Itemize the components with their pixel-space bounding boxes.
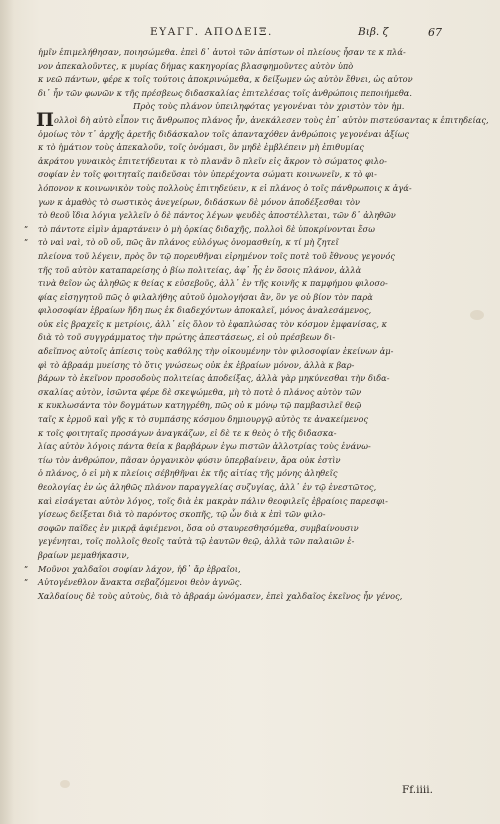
text-line [38, 331, 468, 345]
line-text: γίσεως δείξεται διὰ τὸ παρόντος σκοπῆς, τῷ ὧν διὰ κ ἐπὶ τῶν φιλο- [38, 509, 326, 520]
text-line [38, 549, 468, 563]
line-text: σοφῶν παῖδες ἐν μικρᾷ ἀφιέμενοι, ὅσα οὐ σταυρεσθησόμεθα, συμβαίνουσιν [38, 522, 359, 533]
text-line [38, 87, 468, 101]
line-text: ὁ πλάνος, ὁ εἰ μὴ κ πλείοις σέβηθῆναι ἐκ τῆς αἰτίας τῆς μόνης ἀληθεῖς [38, 468, 338, 479]
text-line [38, 467, 468, 481]
paper-stain [60, 780, 70, 788]
quoted-line [24, 563, 468, 577]
text-line [38, 182, 468, 196]
catchword-signature: Ff.iiii. [402, 784, 433, 796]
line-text: ὁμοίως τὸν τ᾽ ἀρχῆς ἀρετῆς διδάσκαλον τοῖς ἀπανταχόθεν ἀνθρώποις γεγονέναι ἀξίως [38, 128, 410, 139]
line-text: δι᾽ ἦν τῶν φωνῶν κ τῆς πρέσβεως διδασκαλίας ἐπιτελέσας τοῖς ἀνθρώποις πεποιήμεθα. [38, 87, 413, 98]
text-line [38, 495, 468, 509]
line-text: Χαλδαίους δὲ τοὺς αὐτοὺς, διὰ τὸ ἀβραάμ ὠνόμασεν, ἐπεὶ χαλδαῖος ἐκεῖνος ἦν γένος, [38, 590, 403, 601]
text-line [38, 399, 468, 413]
line-text: κ νεῶ πάντων, φέρε κ τοῖς τούτοις ἀποκρινώμεθα, κ δείξωμεν ὡς αὐτὸν ἔθνει, ὡς αὐτον [38, 74, 413, 85]
line-text: αδεῖπνος αὐτοῖς ἀπίεσις τοὺς καθόλης τὴν οἰκουμένην τὸν φιλοσοφίαν ἐκείνων ἀμ- [38, 346, 394, 357]
text-line [38, 454, 468, 468]
line-text: τινὰ θεῖον ὡς ἀληθῶς κ θείας κ εὐσεβοῦς, ἀλλ᾽ ἐν τῆς κοινῆς κ παμφήμου φιλοσο- [38, 278, 388, 289]
text-line [38, 73, 468, 87]
text-line [38, 318, 468, 332]
line-text: ολλοὶ δὴ αὐτὸ εἶπον τις ἄνθρωπος πλάνος ἦν, ἀνεκάλεσεν τοὺς ἐπ᾽ αὐτὸν πιστεύσαντας κ ἐπιτηδείας, [54, 114, 489, 125]
line-text: σκαλίας αὐτὸν, ἰσῶντα φέρε δὲ σκεψώμεθα, μὴ τὸ ποτὲ ὁ πλάνος αὐτὸν τῶν [38, 386, 362, 397]
text-line [38, 155, 468, 169]
line-text: κ τοῖς φοιτηταῖς προσάγων ἀναγκάζων, εἰ δὲ τε κ θεὸς ὁ τῆς διδασκα- [38, 427, 337, 438]
line-text: τῆς τοῦ αὐτὸν καταπαρείσης ὁ βίω πολιτείας, ἀφ᾽ ἧς ἐν ὅσοις πλάνον, ἀλλὰ [38, 264, 362, 275]
quotation-mark: ” [24, 578, 29, 588]
text-line [38, 264, 468, 278]
text-line [38, 535, 468, 549]
opening-line [36, 108, 489, 131]
line-text: λίας αὐτὸν λόγοις πάντα θεία κ βαρβάρων ἐγω πιστῶν ἀλλοτρίας τοὺς ἐνάνω- [38, 441, 371, 452]
text-line [38, 413, 468, 427]
text-block [24, 46, 489, 603]
line-text: σοφίαν ἐν τοῖς φοιτηταῖς παιδεῦσαι τὸν ὑπερέχοντα σώματι κοινωνεῖν, κ τὸ φι- [38, 169, 377, 180]
initial-capital: Π [36, 108, 54, 131]
text-line [38, 304, 468, 318]
line-text: θεολογίας ἐν ὡς ἀληθῶς πλάνον παραγγελίας συζυγίας, ἀλλ᾽ ἐν τῷ ἐνεστῶτος, [38, 482, 377, 492]
line-text: βάρων τὸ ἐκεῖνον προσοδοὺς πολιτείας ἀποδείξας, ἀλλὰ γὰρ μηκύνεσθαι τὴν διδα- [38, 373, 390, 384]
line-text: οὐκ εἰς βραχεῖς κ μετρίοις, ἀλλ᾽ εἰς ὅλον τὸ ἐφαπλώσας τὸν κόσμον ἐμφανίσας, κ [38, 318, 388, 329]
text-line [38, 427, 468, 441]
line-text: κ κυκλωσάντα τὸν δογμάτων κατηγρέθη, πῶς οὐ κ μόνῳ τῷ παμβασιλεῖ θεῷ [38, 400, 362, 411]
text-line [38, 590, 468, 604]
text-line [38, 46, 468, 60]
line-text: λόπονον κ κοινωνικὸν τοὺς πολλοὺς ἐπιτηδεύειν, κ εἰ πλάνος ὁ τοῖς πάνθρωποις κ ἀγά- [38, 182, 412, 193]
line-text: τὸ θεοῦ ἴδια λόγια γελλεῖν ὁ δὲ πάντος λέγων ψευδὲς ἀποστέλλεται, τῶν δ᾽ ἀληθῶν [38, 210, 396, 221]
line-text: ἡμῖν ἐπιμελήθησαν, ποιησώμεθα. ἐπεὶ δ᾽ ἀυτοὶ τῶν ἀπίστων οἱ πλείους ἦσαν τε κ πλά- [38, 47, 406, 57]
quotation-mark: ” [24, 238, 29, 248]
section-heading [38, 100, 468, 114]
line-text: ταῖς κ ἑρμοῦ καὶ γῆς κ τὸ συμπάσης κόσμου δημιουργῷ αὐτὸς τε ἀνακείμενος [38, 414, 369, 425]
text-line [38, 522, 468, 536]
line-text: φίας εἰσηγητοῦ πῶς ὁ φιλαλήθης αὐτοῦ ὁμολογήσαι ἂν, ὃν γε οὐ βίον τὸν παρὰ [38, 291, 373, 302]
line-text: διὰ τὸ τοῦ συγγράμματος τὴν πρώτης ἀπεστάσεως, εἰ οὐ πρέσβεων δι- [38, 332, 336, 343]
running-title: ΕΥΑΓΓ. ΑΠΟΔΕΙΞ. [150, 26, 273, 38]
text-line [38, 250, 468, 264]
line-text: φὶ τὸ ἀβραάμ μυείσης τὸ ὅτις γνώσεως οὐκ ἐκ ἑβραίων μόνον, ἀλλὰ κ βαρ- [38, 359, 355, 370]
line-text: τὸ ναὶ ναὶ, τὸ οὒ οὔ, πῶς ἂν πλάνος εὐλόγως ὀνομασθείη, κ τί μὴ ζητεῖ [38, 237, 339, 248]
quotation-mark: ” [24, 224, 29, 234]
text-line [38, 196, 468, 210]
text-line [38, 209, 468, 223]
paper-stain [470, 310, 484, 320]
quoted-line [24, 223, 468, 237]
quotation-mark: ” [24, 564, 29, 574]
text-line [38, 128, 468, 142]
line-text: γεγένηται, τοῖς πολλοῖς θεοῖς ταὐτὰ τῷ ἑαυτῶν θεῷ, ἀλλὰ τῶν παλαιῶν ἑ- [38, 536, 355, 547]
line-text: πλείονα τοῦ λέγειν, πρὸς ὃν τῷ πορευθῆναι εἰρημένον τοῖς ποτὲ τοῦ ἔθνους γεγονός [38, 250, 396, 261]
line-text: Μοῦνοι χαλδαῖοι σοφίαν λάχον, ἠδ᾽ ἄρ ἑβραῖοι, [38, 563, 241, 574]
text-line [38, 440, 468, 454]
text-line [38, 60, 468, 74]
gutter-shadow [0, 0, 14, 824]
text-line [38, 386, 468, 400]
text-line [38, 141, 468, 155]
folio-number: 67 [428, 26, 442, 39]
line-text: ἀκράτου γυναικὸς ἐπιτετήδευται κ τὸ πλανᾶν ὃ πλεῖν εἰς ἄκρον τὸ σώματος φιλο- [38, 155, 387, 166]
heading-text: Πρὸς τοὺς πλάνον ὑπειληφότας γεγονέναι τὸν χριστὸν τὸν ἡμ. [133, 101, 405, 112]
line-text: τίω τὸν ἀνθρώπον, πᾶσαν ὀργανικὸν φύσιν ὑπερβαίνειν, ἄρα οὐκ ἐστὶν [38, 454, 341, 465]
text-line [38, 481, 468, 495]
text-line [38, 508, 468, 522]
text-line [38, 359, 468, 373]
line-text: καὶ εἰσάγεται αὐτὸν λόγος, τοῖς διὰ ἐκ μακρὰν πάλιν θεοφιλεῖς ἑβραίοις παρεσφι- [38, 495, 388, 506]
quoted-line [24, 576, 468, 590]
line-text: τὸ πάντοτε εἰμὶν ἀμαρτάνειν ὁ μὴ ὁρκίας διδαχῆς, πολλοὶ δὲ ὑποκρίνονται ἔσω [38, 223, 375, 234]
line-text: Αὐτογένεθλον ἄνακτα σεβαζόμενοι θεὸν ἁγνῶς. [38, 577, 242, 588]
quoted-line [24, 236, 468, 250]
text-line [38, 372, 468, 386]
line-text: βραίων μεμαθήκασιν, [38, 549, 130, 560]
line-text: φιλοσοφίαν ἑβραίων ἤδη πως ἐκ διαδεχόντων ἀποκαλεῖ, μόνος ἀναλεσάμενος, [38, 305, 372, 316]
text-line [38, 277, 468, 291]
text-line [38, 291, 468, 305]
text-line [38, 168, 468, 182]
line-text: γων κ ἀμαθὸς τὸ σωστικὸς ἀνεγείρων, διδάσκων δὲ μόνον ἀποδέξεσθαι τὸν [38, 196, 361, 207]
line-text: νον ἀπεκαλοῦντες, κ μυρίας δήμας κακηγορίας βλασφημοῦντες αὐτὸν ὑπὸ [38, 60, 354, 71]
book-section-mark: Βιβ. ζ [358, 26, 389, 38]
text-line [38, 345, 468, 359]
page-header [0, 26, 500, 44]
line-text: κ τὸ ἡμάτιον τοὺς ἀπεκαλοῦν, τοῖς ὀνόμασι, ὃν μηδὲ ἐμβλέπειν μὴ ἐπιθυμίας [38, 142, 364, 153]
